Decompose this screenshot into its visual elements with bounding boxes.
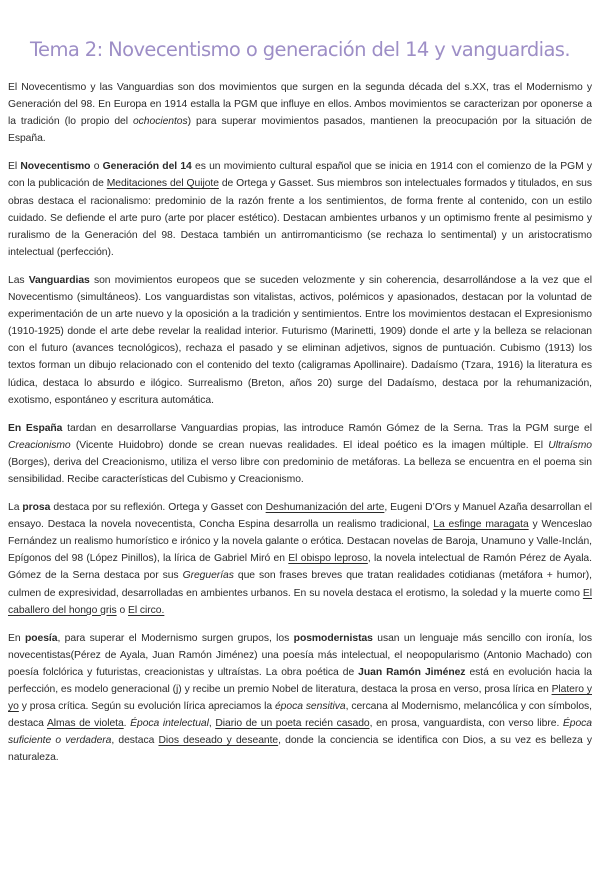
bold-term: Novecentismo xyxy=(20,161,91,173)
text-run: es un movimiento cultural español que se inicia en 1914 con el comienzo de la PGM y con la publicación de xyxy=(8,161,593,190)
work-title: El caballero del hongo gris xyxy=(8,587,592,616)
work-title: El circo. xyxy=(128,604,165,616)
work-title: Dios deseado y deseante xyxy=(158,735,279,747)
text-run: y Wenceslao Fernández un realismo humorístico e irónico y la novela galante o erótica. Destacan novelas de Baroja, Unamuno y Valle-Inclán, Epígonos del 98 (López Pinillos), la lírica de Gabriel Miró en xyxy=(8,519,592,565)
text-run: , en prosa, vanguardista, con verso libre. xyxy=(369,718,563,730)
text-run: está en evolución hacia la perfección, es modelo generacional (j) y recibe un premio Nobel de literatura, destaca la prosa en verso, prosa lírica en xyxy=(8,666,592,695)
italic-term: Época suficiente o verdadera xyxy=(8,718,593,747)
text-run: Las xyxy=(8,274,29,286)
text-run: tardan en desarrollarse Vanguardias propias, las introduce Ramón Gómez de la Serna. Tras la PGM surge el xyxy=(62,422,592,434)
work-title: Deshumanización del arte xyxy=(265,502,385,514)
text-run: , para superar el Modernismo surgen grupos, los xyxy=(57,632,294,644)
italic-term: ochocientos xyxy=(132,116,188,128)
bold-term: Generación del 14 xyxy=(102,161,192,173)
paragraph-6 xyxy=(8,630,592,767)
text-run: , donde la conciencia se identifica con Dios, a su vez es belleza y naturaleza. xyxy=(8,735,592,764)
paragraph-1 xyxy=(8,79,592,147)
text-run: , la novela intelectual de Ramón Pérez de Ayala. Gómez de la Serna destaca por sus xyxy=(8,553,592,582)
italic-term: época sensitiva xyxy=(274,701,346,713)
work-title: El obispo leproso xyxy=(288,553,368,565)
bold-term: Vanguardias xyxy=(28,274,90,286)
text-run: (Borges), deriva del Creacionismo, utiliza el verso libre con predominio de metáforas. La belleza se encuentra en el poema sin sensibilidad. Recibe características del Cubismo y Creacionismo. xyxy=(8,456,592,485)
text-run: , Eugeni D’Ors y Manuel Azaña desarrollan el ensayo. Destaca la novela novecentista, Concha Espina desarrolla un realismo tradicional, xyxy=(8,502,593,531)
work-title: Almas de violeta xyxy=(46,718,124,730)
text-run: . xyxy=(123,718,131,730)
italic-term: Época intelectual xyxy=(130,718,209,730)
text-run: que son frases breves que tratan realidades cotidianas (metáfora + humor), culmen de expresividad, desarrolladas en ambientes urbanos. En su novela destaca el erotismo, la soledad y la muerte como xyxy=(8,570,592,599)
italic-term: Ultraísmo xyxy=(548,439,592,451)
document-page xyxy=(0,38,600,886)
work-title: Meditaciones del Quijote xyxy=(106,178,219,190)
bold-term: posmodernistas xyxy=(293,632,373,644)
text-run: o xyxy=(90,161,103,173)
paragraph-4 xyxy=(8,420,592,488)
work-title: Platero y yo xyxy=(8,684,592,713)
text-run: destaca por su reflexión. Ortega y Gasset con xyxy=(50,502,266,514)
text-run: (Vicente Huidobro) donde se crean nuevas realidades. El ideal poético es la imagen múltiple. El xyxy=(70,439,549,451)
work-title: La esfinge maragata xyxy=(433,519,529,531)
text-run: usan un lenguaje más sencillo con ironía, los novecentistas(Pérez de Ayala, Juan Ramón Jiménez) una poesía más intelectual, el neopopularismo (Antonio Machado) con poesía folclórica y futuristas, creacionistas y ultraístas. La obra poética de xyxy=(8,632,592,678)
text-run: El xyxy=(8,161,21,173)
document-body xyxy=(8,79,592,766)
text-run: El Novecentismo y las Vanguardias son dos movimientos que surgen en la segunda década del s.XX, tras el Modernismo y Generación del 98. En Europa en 1914 estalla la PGM que influye en ellos. Ambos movimientos se caracterizan por oponerse a la tradición (lo propio del xyxy=(8,82,592,128)
text-run: En xyxy=(8,632,25,644)
text-run: ) para superar movimientos pasados, mantienen la preocupación por la situación de España. xyxy=(8,116,592,145)
work-title: Diario de un poeta recién casado xyxy=(215,718,370,730)
text-run: o xyxy=(116,604,128,616)
bold-term: Juan Ramón Jiménez xyxy=(358,666,466,678)
text-run: La xyxy=(8,502,23,514)
paragraph-2 xyxy=(8,158,592,261)
paragraph-3 xyxy=(8,272,592,409)
text-run: , destaca xyxy=(111,735,159,747)
italic-term: Greguerías xyxy=(182,570,234,582)
text-run: y prosa crítica. Según su evolución lírica apreciamos la xyxy=(18,701,275,713)
paragraph-5 xyxy=(8,499,592,619)
text-run: , xyxy=(208,718,216,730)
page-title: Tema 2: Novecentismo o generación del 14 y vanguardias. xyxy=(30,38,570,61)
bold-term: En España xyxy=(8,422,63,434)
text-run: son movimientos europeos que se suceden velozmente y sin coherencia, desarrollándose a la vez que el Novecentismo (simultáneos). Los vanguardistas son vitalistas, activos, polémicos y apasionados, destacan por la voluntad de experimentación de un arte nuevo y la oposición a la tradición y sentimientos. Entre los movimientos destacan el Expresionismo (1910-1925) donde el arte debe revelar la realidad interior. Futurismo (Marinetti, 1909) donde el arte y la belleza se relacionan con el futuro (avances tecnológicos), rechaza el pasado y se eliminan adjetivos, signos de puntuación. Cubismo (1913) los textos forman un dibujo relacionado con el contenido del texto (caligramas Apollinaire). Dadaísmo (Tzara, 1916) la literatura es lúdica, destaca lo absurdo e ilógico. Surrealismo (Breton, años 20) surge del Dadaísmo, destaca por la rehumanización, exotismo, espontáneo y escritura automática. xyxy=(8,274,592,406)
text-run: , cercana al Modernismo, melancólica y con símbolos, destaca xyxy=(8,701,592,730)
italic-term: Creacionismo xyxy=(8,439,71,451)
bold-term: poesía xyxy=(24,632,58,644)
text-run: de Ortega y Gasset. Sus miembros son intelectuales formados y titulados, en sus obras destaca el racionalismo: predominio de la razón frente a los sentimientos, de forma frente al contenido, con un estilo cuidado. Se defiende el arte puro (arte por placer estético). Destacan ambientes urbanos y un optimismo frente al pesimismo y ruralismo de la Generación del 98. Destaca también un antirromanticismo (se rechaza lo sentimental) y un aristocratismo intelectual (perfección). xyxy=(8,178,592,258)
bold-term: prosa xyxy=(22,502,51,514)
